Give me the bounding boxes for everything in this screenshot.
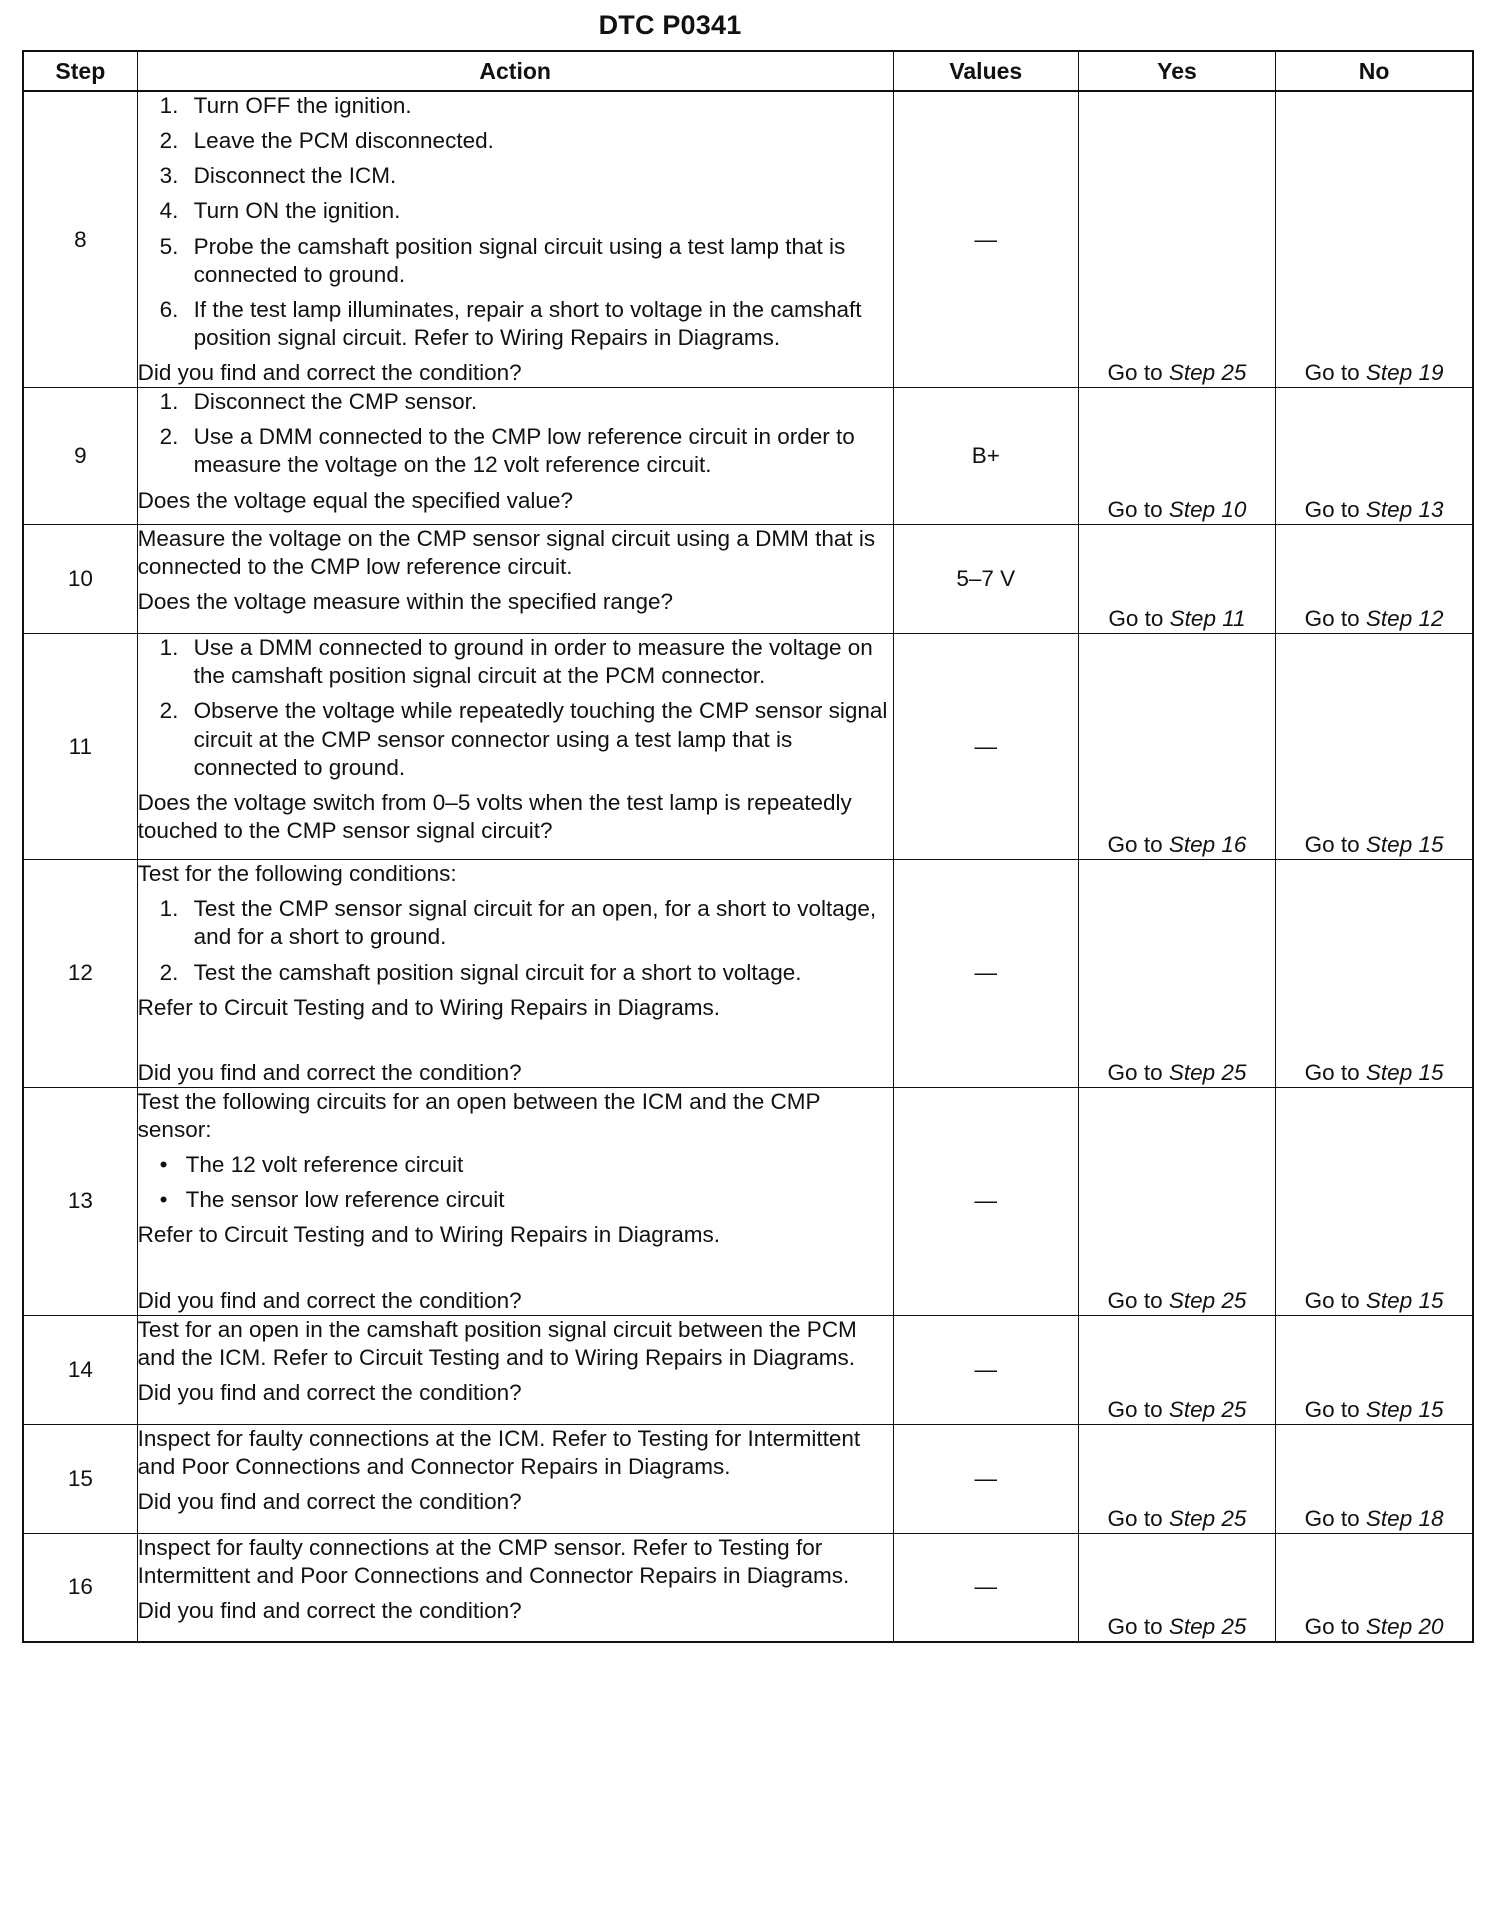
question: Did you find and correct the condition? [137, 1488, 522, 1514]
value-cell: — [893, 1424, 1078, 1533]
step-number: 10 [23, 525, 137, 634]
question: Did you find and correct the condition? [137, 360, 522, 385]
table-row [23, 1315, 1473, 1424]
step-number: 14 [23, 1315, 137, 1424]
no-column-header: No [1276, 51, 1473, 91]
yes-cell: Go to Step 25 [1078, 1533, 1275, 1642]
table-row [23, 388, 1473, 525]
yes-cell: Go to Step 16 [1078, 634, 1275, 860]
refer-text: Refer to Circuit Testing and to Wiring Repairs in Diagrams. [137, 994, 720, 1020]
no-cell: Go to Step 15 [1276, 1315, 1473, 1424]
yes-cell: Go to Step 10 [1078, 388, 1275, 525]
action-column-header: Action [137, 51, 893, 91]
question: Did you find and correct the condition? [137, 1597, 522, 1623]
list-item: 4. Turn ON the ignition. [159, 198, 401, 224]
action-steps [138, 388, 893, 479]
action-intro: Test for the following conditions: [137, 861, 457, 887]
step-number: 12 [23, 860, 137, 1088]
action-text: Measure the voltage on the CMP sensor signal circuit using a DMM that is connected to the CMP low reference circuit. [137, 526, 876, 580]
list-item: • The sensor low reference circuit [159, 1187, 505, 1213]
list-item: 2. Leave the PCM disconnected. [159, 128, 494, 154]
question: Did you find and correct the condition? [137, 1059, 522, 1085]
step-number: 16 [23, 1533, 137, 1642]
action-steps [138, 92, 893, 352]
values-column-header: Values [893, 51, 1078, 91]
table-row [23, 634, 1473, 860]
step-number: 9 [23, 388, 137, 525]
value-cell: — [893, 1533, 1078, 1642]
table-row [23, 1424, 1473, 1533]
table-row [23, 525, 1473, 634]
step-number: 11 [23, 634, 137, 860]
yes-cell: Go to Step 11 [1078, 525, 1275, 634]
question: Does the voltage measure within the specified range? [137, 589, 673, 615]
table-row [23, 860, 1473, 1088]
page-title: DTC P0341 [598, 10, 742, 40]
no-cell: Go to Step 15 [1276, 860, 1473, 1088]
list-item: 2. Observe the voltage while repeatedly touching the CMP sensor signal circuit at the CMP sensor connector using a test lamp that is connected to ground. [159, 698, 888, 780]
list-item: • The 12 volt reference circuit [159, 1152, 464, 1178]
yes-cell: Go to Step 25 [1078, 860, 1275, 1088]
action-cell [137, 388, 893, 525]
question: Does the voltage switch from 0–5 volts when the test lamp is repeatedly touched to the CMP sensor signal circuit? [137, 789, 852, 843]
question: Did you find and correct the condition? [137, 1287, 522, 1313]
header-row [23, 51, 1473, 91]
value-cell: — [893, 1315, 1078, 1424]
step-number: 13 [23, 1087, 137, 1315]
no-cell: Go to Step 12 [1276, 525, 1473, 634]
refer-text: Refer to Circuit Testing and to Wiring Repairs in Diagrams. [137, 1222, 720, 1248]
list-item: 1. Disconnect the CMP sensor. [159, 389, 478, 415]
question: Did you find and correct the condition? [137, 1379, 522, 1405]
list-item: 3. Disconnect the ICM. [159, 163, 397, 189]
yes-cell: Go to Step 25 [1078, 1424, 1275, 1533]
list-item: 6. If the test lamp illuminates, repair a short to voltage in the camshaft position signal circuit. Refer to Wiring Repairs in Diagrams. [159, 296, 862, 350]
yes-cell: Go to Step 25 [1078, 1315, 1275, 1424]
list-item: 5. Probe the camshaft position signal circuit using a test lamp that is connected to ground. [159, 233, 846, 287]
list-item: 2. Use a DMM connected to the CMP low reference circuit in order to measure the voltage on the 12 volt reference circuit. [159, 424, 855, 478]
yes-cell: Go to Step 25 [1078, 91, 1275, 388]
no-cell: Go to Step 18 [1276, 1424, 1473, 1533]
value-cell: — [893, 634, 1078, 860]
no-cell: Go to Step 20 [1276, 1533, 1473, 1642]
step-number: 8 [23, 91, 137, 388]
no-cell: Go to Step 15 [1276, 1087, 1473, 1315]
circuit-list [138, 1151, 893, 1214]
action-steps [138, 895, 893, 986]
table-row [23, 91, 1473, 388]
list-item: 2. Test the camshaft position signal circuit for a short to voltage. [159, 959, 802, 985]
yes-cell: Go to Step 25 [1078, 1087, 1275, 1315]
value-cell: B+ [893, 388, 1078, 525]
action-cell [137, 91, 893, 388]
action-intro: Test the following circuits for an open between the ICM and the CMP sensor: [137, 1088, 821, 1142]
list-item: 1. Test the CMP sensor signal circuit for an open, for a short to voltage, and for a short to ground. [159, 896, 877, 950]
no-cell: Go to Step 15 [1276, 634, 1473, 860]
table-row [23, 1533, 1473, 1642]
step-column-header: Step [23, 51, 137, 91]
action-cell [137, 525, 893, 634]
action-cell [137, 1315, 893, 1424]
diagnostic-table [22, 50, 1474, 1643]
no-cell: Go to Step 19 [1276, 91, 1473, 388]
value-cell: 5–7 V [893, 525, 1078, 634]
action-cell [137, 860, 893, 1088]
question: Does the voltage equal the specified value? [137, 487, 573, 513]
table-row [23, 1087, 1473, 1315]
action-cell [137, 634, 893, 860]
action-text: Test for an open in the camshaft position signal circuit between the PCM and the ICM. Refer to Circuit Testing and to Wiring Repairs in Diagrams. [137, 1316, 857, 1370]
action-cell [137, 1424, 893, 1533]
value-cell: — [893, 91, 1078, 388]
action-text: Inspect for faulty connections at the CMP sensor. Refer to Testing for Intermittent and Poor Connections and Connector Repairs in Diagrams. [137, 1534, 850, 1588]
action-steps [138, 634, 893, 782]
no-cell: Go to Step 13 [1276, 388, 1473, 525]
list-item: 1. Use a DMM connected to ground in order to measure the voltage on the camshaft position signal circuit at the PCM connector. [159, 635, 873, 689]
value-cell: — [893, 860, 1078, 1088]
value-cell: — [893, 1087, 1078, 1315]
step-number: 15 [23, 1424, 137, 1533]
yes-column-header: Yes [1078, 51, 1275, 91]
action-text: Inspect for faulty connections at the ICM. Refer to Testing for Intermittent and Poor Connections and Connector Repairs in Diagrams. [137, 1425, 861, 1479]
list-item: 1. Turn OFF the ignition. [159, 93, 412, 118]
action-cell [137, 1533, 893, 1642]
action-cell [137, 1087, 893, 1315]
